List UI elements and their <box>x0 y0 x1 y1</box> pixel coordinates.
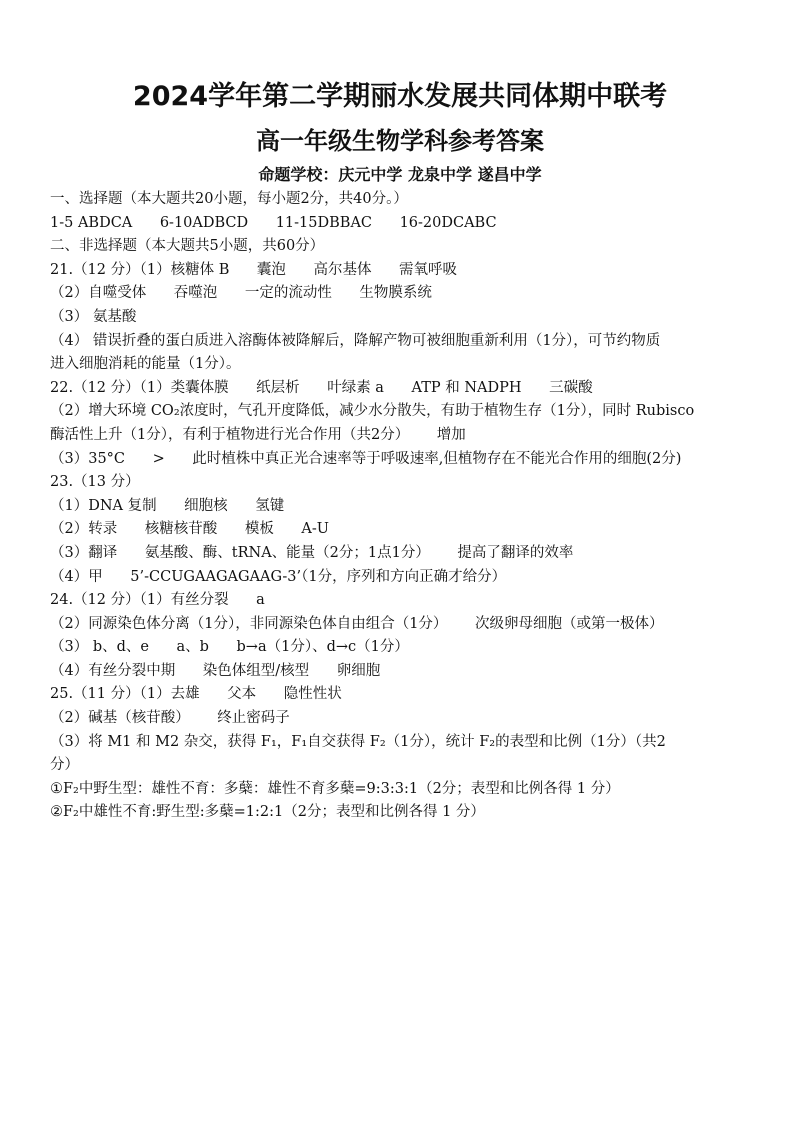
answer-segment: A-U <box>301 521 329 538</box>
answer-segment: 卵细胞 <box>336 662 381 679</box>
answer-line <box>50 495 780 519</box>
answer-segment: 隐性性状 <box>283 686 342 703</box>
answer-line: 一、选择题（本大题共20小题，每小题2分，共40分。） <box>50 191 408 207</box>
answer-segment: 囊泡 <box>256 261 286 278</box>
answer-segment: 21.（12 分）（1）核糖体 B <box>50 261 230 278</box>
answer-segment: 11-15DBBAC <box>275 214 373 231</box>
answer-line <box>50 212 780 236</box>
answer-segment: > <box>152 450 165 467</box>
answer-line: （3） 氨基酸 <box>50 308 137 325</box>
answer-segment: 细胞核 <box>184 497 228 514</box>
answer-line: 23.（13 分） <box>50 474 140 491</box>
answer-segment: 增加 <box>436 426 466 443</box>
answer-segment: （4）甲 <box>50 568 103 585</box>
answer-segment: ATP 和 NADPH <box>411 379 522 396</box>
answer-line: （2）增大环境 CO₂浓度时，气孔开度降低，减少水分散失，有助于植物生存（1分），同时 Rubisco <box>50 403 695 420</box>
answer-segment: 次级卵母细胞（或第一极体） <box>474 615 664 632</box>
answer-segment: 此时植株中真正光合速率等于呼吸速率,但植物存在不能光合作用的细胞(2分) <box>192 450 682 467</box>
answer-segment: （2）转录 <box>50 521 118 538</box>
answer-line <box>50 707 780 731</box>
answer-line: ②F₂中雄性不育:野生型:多蘖=1:2:1（2分；表型和比例各得 1 分） <box>50 804 485 821</box>
answer-segment: （2）自噬受体 <box>50 285 147 302</box>
answer-line: 进入细胞消耗的能量（1分）。 <box>50 356 241 373</box>
answer-line: 二、非选择题（本大题共5小题，共60分） <box>50 238 325 255</box>
answer-segment: （2）同源染色体分离（1分），非同源染色体自由组合（1分） <box>50 615 448 632</box>
authoring-schools: 命题学校：庆元中学 龙泉中学 遂昌中学 <box>258 165 542 184</box>
answer-segment: 24.（12 分）（1）有丝分裂 <box>50 592 229 609</box>
answer-segment: （2）碱基（核苷酸） <box>50 710 190 727</box>
answer-segment: 纸层析 <box>256 379 300 396</box>
answer-line <box>50 377 780 401</box>
answer-line <box>50 518 780 542</box>
answer-segment: 模板 <box>244 521 274 538</box>
answer-segment: 氨基酸、酶、tRNA、能量（2分；1点1分） <box>144 544 430 561</box>
answer-segment: （4）有丝分裂中期 <box>50 662 176 679</box>
answer-line <box>50 566 780 590</box>
answer-line <box>50 660 780 684</box>
answer-body <box>50 188 780 825</box>
answer-segment: 提高了翻译的效率 <box>457 544 574 561</box>
answer-segment: 25.（11 分）（1）去雄 <box>50 686 200 703</box>
answer-segment: （3）翻译 <box>50 544 118 561</box>
answer-segment: （1）DNA 复制 <box>50 497 157 514</box>
answer-segment: a、b <box>176 639 209 656</box>
answer-segment: 核糖核苷酸 <box>144 521 218 538</box>
answer-segment: 22.（12 分）（1）类囊体膜 <box>50 379 229 396</box>
answer-line <box>50 542 780 566</box>
answer-line <box>50 259 780 283</box>
answer-segment: 终止密码子 <box>217 710 290 727</box>
answer-segment: 三碳酸 <box>549 379 593 396</box>
answer-segment: （3）35°C <box>50 450 126 467</box>
exam-title: 2024学年第二学期丽水发展共同体期中联考 <box>132 81 668 112</box>
answer-segment: 5’-CCUGAAGAGAAG-3’（1分，序列和方向正确才给分） <box>130 568 507 585</box>
answer-line: （4） 错误折叠的蛋白质进入溶酶体被降解后，降解产物可被细胞重新利用（1分），可节约物质 <box>50 332 661 349</box>
answer-line <box>50 636 780 660</box>
answer-line: 分） <box>50 757 79 774</box>
answer-segment: 需氧呼吸 <box>399 261 457 278</box>
answer-segment: 染色体组型/核型 <box>202 662 310 679</box>
answer-line <box>50 448 780 472</box>
answer-line <box>50 589 780 613</box>
answer-segment: 氢键 <box>255 497 285 514</box>
answer-line <box>50 282 780 306</box>
answer-subtitle: 高一年级生物学科参考答案 <box>256 127 544 155</box>
answer-line: ①F₂中野生型：雄性不育：多蘖：雄性不育多蘖=9:3:3:1（2分；表型和比例各得 1 分） <box>50 780 620 797</box>
answer-segment: 父本 <box>227 686 257 703</box>
answer-segment: 高尔基体 <box>313 261 372 278</box>
answer-segment: 叶绿素 a <box>327 379 384 396</box>
answer-segment: （3） b、d、e <box>50 639 149 656</box>
answer-segment: 1-5 ABDCA <box>50 214 133 231</box>
answer-segment: 6-10ADBCD <box>159 214 249 231</box>
answer-line: （3）将 M1 和 M2 杂交，获得 F₁，F₁自交获得 F₂（1分），统计 F₂的表型和比例（1分）（共2 <box>50 733 666 750</box>
answer-segment: 酶活性上升（1分），有利于植物进行光合作用（共2分） <box>50 426 410 443</box>
answer-segment: 一定的流动性 <box>244 285 332 302</box>
answer-segment: b→a（1分）、d→c（1分） <box>236 639 409 656</box>
answer-segment: a <box>256 592 265 609</box>
answer-line <box>50 683 780 707</box>
answer-line <box>50 613 780 637</box>
answer-segment: 吞噬泡 <box>173 285 218 302</box>
answer-line <box>50 424 780 448</box>
answer-segment: 生物膜系统 <box>359 285 432 302</box>
answer-segment: 16-20DCABC <box>399 214 497 231</box>
